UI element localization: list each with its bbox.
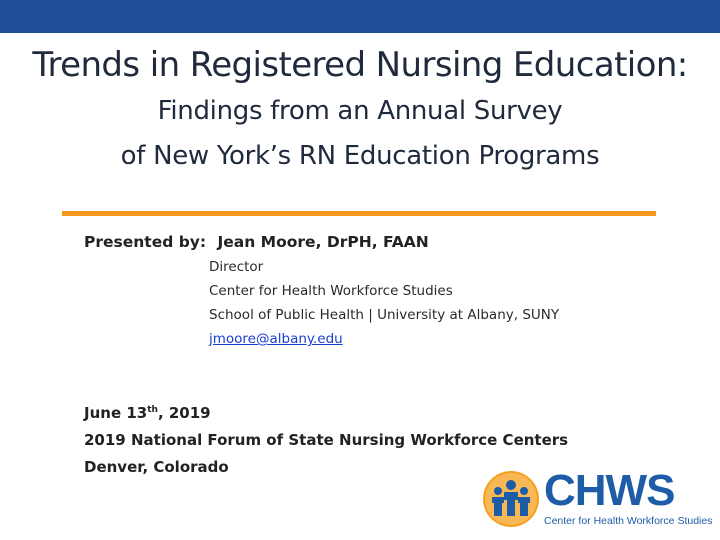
logo-subtitle: Center for Health Workforce Studies [544,515,713,527]
presenter-role: Director [209,259,264,275]
presented-by-label: Presented by: [84,233,207,251]
slide-subtitle-line2: of New York’s RN Education Programs [120,141,600,171]
presenter-organization: Center for Health Workforce Studies [209,283,453,299]
presenter-school: School of Public Health | University at Albany, SUNY [209,307,560,323]
event-name: 2019 National Forum of State Nursing Workforce Centers [84,431,569,449]
slide-title: Trends in Registered Nursing Education: [32,45,688,85]
event-date-year: , 2019 [157,404,211,422]
chws-logo [482,466,713,532]
event-date-suffix-sup: th [147,405,158,415]
presenter-email-link[interactable]: jmoore@albany.edu [209,331,343,347]
top-banner-bar [0,0,720,33]
presenter-name: Jean Moore, DrPH, FAAN [217,233,429,251]
people-circle-icon [482,470,540,528]
orange-divider [62,211,656,216]
slide-subtitle-line1: Findings from an Annual Survey [157,96,563,126]
event-date [84,404,211,422]
presenter-row [84,233,435,251]
event-date-prefix: June 13 [84,404,148,422]
logo-wordmark: CHWS [544,466,675,515]
event-location: Denver, Colorado [84,458,229,476]
